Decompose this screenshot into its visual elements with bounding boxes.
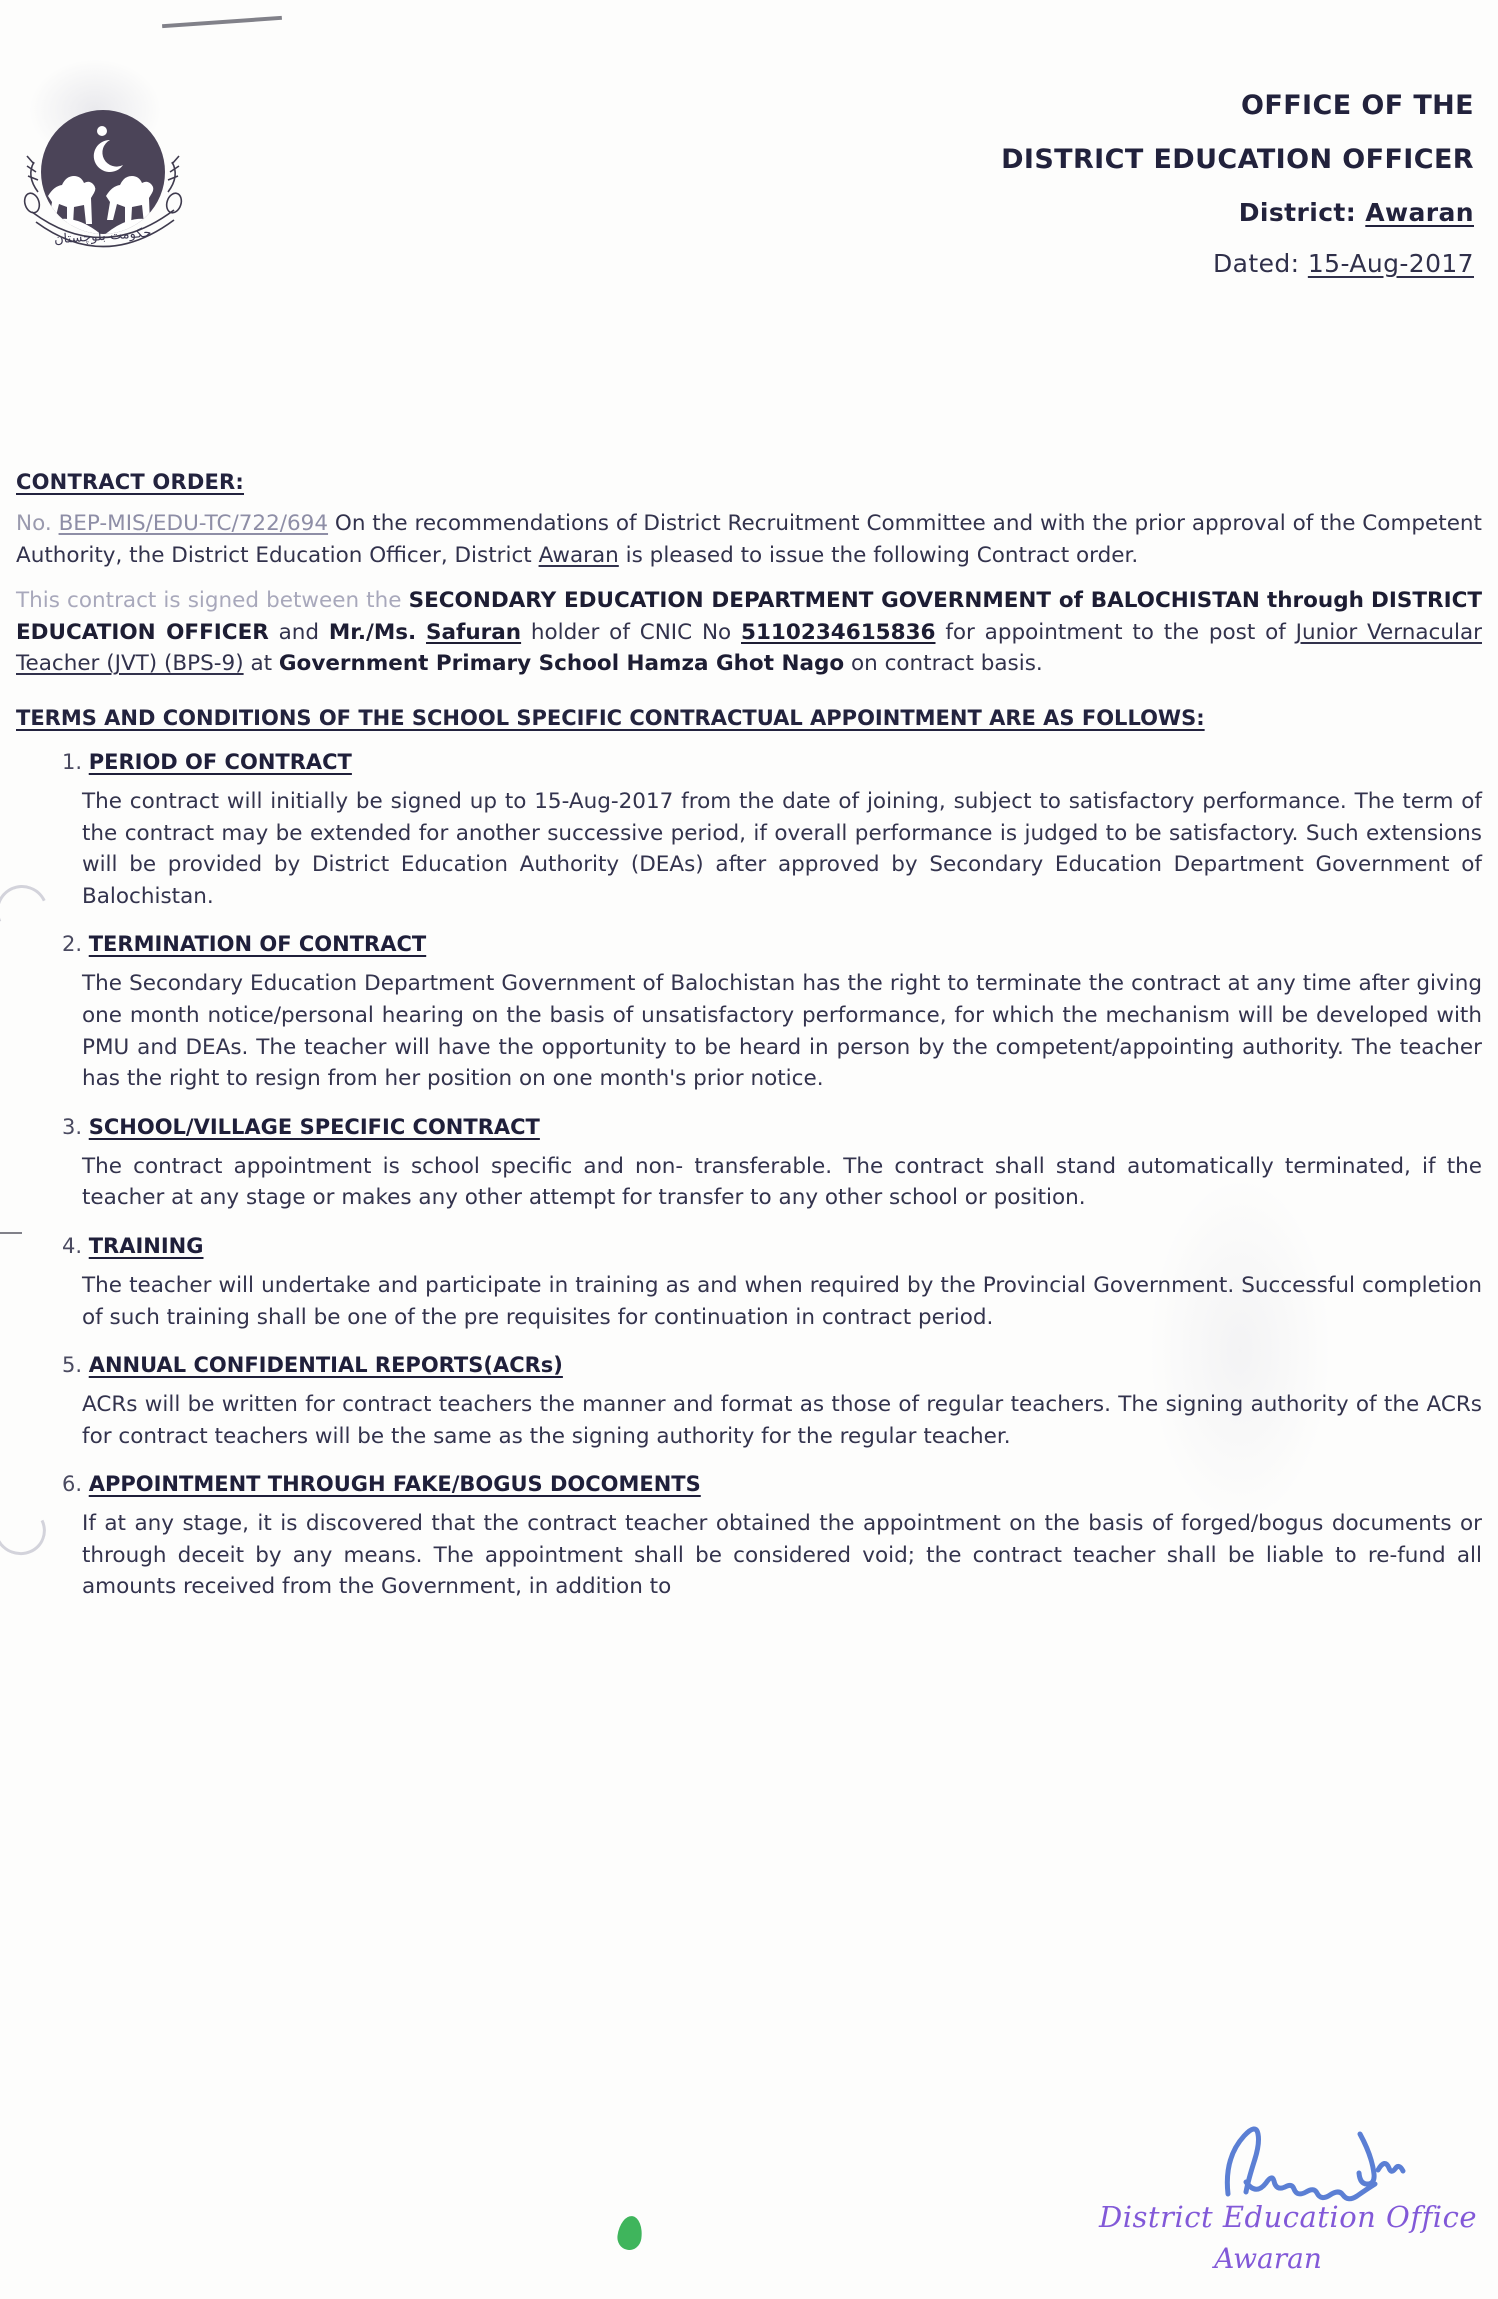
clause-title: PERIOD OF CONTRACT <box>88 749 352 774</box>
stamp-district-label: Awaran <box>1214 2242 1322 2275</box>
clause-number: 6. <box>62 1472 83 1497</box>
clause-number: 1. <box>62 749 83 774</box>
clause-title: ANNUAL CONFIDENTIAL REPORTS(ACRs) <box>88 1353 563 1378</box>
dated-line <box>714 251 1474 276</box>
clause-heading <box>62 1353 1482 1377</box>
clause-heading <box>62 1234 1482 1258</box>
balochistan-emblem-icon <box>18 100 188 285</box>
clause-number: 5. <box>62 1353 83 1378</box>
clause-text: The contract appointment is school specific and non- transferable. The contract shall stand automatically terminated, if the teacher at any stage or makes any other attempt for transfer to any other school or position. <box>82 1153 1482 1211</box>
clause-text: The teacher will undertake and participate in training as and when required by the Provincial Government. Successful completion of such training shall be one of the pre requisites for continuation in contract period. <box>82 1272 1482 1330</box>
clause-item <box>16 1115 1482 1214</box>
cnic-label: holder of CNIC No <box>530 619 732 645</box>
order-no-label: No. <box>16 511 52 536</box>
clause-text: ACRs will be written for contract teachers the manner and format as those of regular teachers. The signing authority of the ACRs for contract teachers will be the same as the signing authority for the regular teacher. <box>82 1392 1482 1449</box>
post-title: Junior Vernacular Teacher (JVT) (BPS-9) <box>16 619 1482 677</box>
dated-value: 15-Aug-2017 <box>1307 249 1474 278</box>
green-ink-mark <box>616 2214 644 2251</box>
clause-item <box>16 1472 1482 1603</box>
district-value: Awaran <box>1365 198 1474 227</box>
clause-heading <box>62 932 1482 956</box>
scan-streak-artifact <box>162 16 282 28</box>
department-name: SECONDARY EDUCATION DEPARTMENT GOVERNMENT of BALOCHISTAN <box>408 588 1260 614</box>
contract-parties-paragraph <box>16 585 1482 680</box>
clause-text: If at any stage, it is discovered that the contract teacher obtained the appointment on the basis of forged/bogus documents or through deceit by any means. The appointment shall be considered void; the contract teacher shall be liable to re-fund all amounts received from the Government, in addition to <box>82 1511 1482 1600</box>
contract-basis-text: on contract basis. <box>850 651 1043 677</box>
through-label: through <box>1266 588 1364 614</box>
clause-item <box>16 932 1482 1094</box>
at-label: at <box>250 651 273 677</box>
dated-label: Dated: <box>1213 249 1300 278</box>
clause-number: 3. <box>62 1114 83 1139</box>
office-name: DISTRICT EDUCATION OFFICER <box>16 588 1483 645</box>
clause-item <box>16 750 1482 912</box>
document-body <box>16 470 1482 1605</box>
clause-heading <box>62 1115 1482 1139</box>
order-intro-paragraph <box>16 508 1482 571</box>
stamp-office-label: District Education Office <box>1099 2200 1477 2234</box>
order-intro-text: On the recommendations of District Recruitment Committee and with the prior approval of the Competent Authority, the District Education Officer, District <box>16 511 1482 568</box>
signed-between-text: This contract is signed between the <box>16 588 402 614</box>
cnic-number: 5110234615836 <box>741 619 936 645</box>
clause-title: TRAINING <box>88 1233 204 1258</box>
order-intro-tail: is pleased to issue the following Contract order. <box>625 542 1139 568</box>
district-line <box>714 200 1474 225</box>
clause-text: The Secondary Education Department Government of Balochistan has the right to terminate the contract at any time after giving one month notice/personal hearing on the basis of unsatisfactory performance, for which the mechanism will be developed with PMU and DEAs. The teacher will have the opportunity to be heard in person by the competent/appointing authority. The teacher has the right to resign from her position on one month's prior notice. <box>82 971 1482 1092</box>
clause-number: 4. <box>62 1233 83 1258</box>
office-of-the-label: OFFICE OF THE <box>1241 90 1474 121</box>
salutation-label: Mr./Ms. <box>328 619 417 645</box>
clause-item <box>16 1234 1482 1333</box>
clause-heading <box>62 1472 1482 1496</box>
handwritten-signature <box>1210 2112 1460 2204</box>
clause-title: SCHOOL/VILLAGE SPECIFIC CONTRACT <box>88 1114 540 1139</box>
clause-title: APPOINTMENT THROUGH FAKE/BOGUS DOCOMENTS <box>88 1472 701 1497</box>
clause-number: 2. <box>62 932 83 957</box>
clause-item <box>16 1353 1482 1452</box>
and-label: and <box>278 619 320 645</box>
teacher-name: Safuran <box>426 619 522 645</box>
clause-list <box>16 750 1482 1603</box>
clause-text: The contract will initially be signed up to 15-Aug-2017 from the date of joining, subject to satisfactory performance. The term of the contract may be extended for another successive period, if overall performance is judged to be satisfactory. Such extensions will be provided by District Education Authority (DEAs) after approved by Secondary Education Department Government of Balochistan. <box>82 788 1482 909</box>
clause-heading <box>62 750 1482 774</box>
post-intro-text: for appointment to the post of <box>945 619 1286 645</box>
document-header <box>714 92 1474 276</box>
clause-title: TERMINATION OF CONTRACT <box>88 932 427 957</box>
district-label: District: <box>1238 198 1357 227</box>
order-reference-no: BEP-MIS/EDU-TC/722/694 <box>58 511 329 536</box>
signature-block <box>1068 2106 1488 2291</box>
school-name: Government Primary School Hamza Ghot Nago <box>278 651 845 677</box>
order-intro-district: Awaran <box>538 542 619 568</box>
terms-and-conditions-heading: TERMS AND CONDITIONS OF THE SCHOOL SPECIFIC CONTRACTUAL APPOINTMENT ARE AS FOLLOWS: <box>16 705 1205 730</box>
svg-text:حکومت بلوچستان: حکومت بلوچستان <box>53 225 152 248</box>
district-education-officer-label: DISTRICT EDUCATION OFFICER <box>1001 144 1474 175</box>
contract-order-title: CONTRACT ORDER: <box>16 470 245 494</box>
